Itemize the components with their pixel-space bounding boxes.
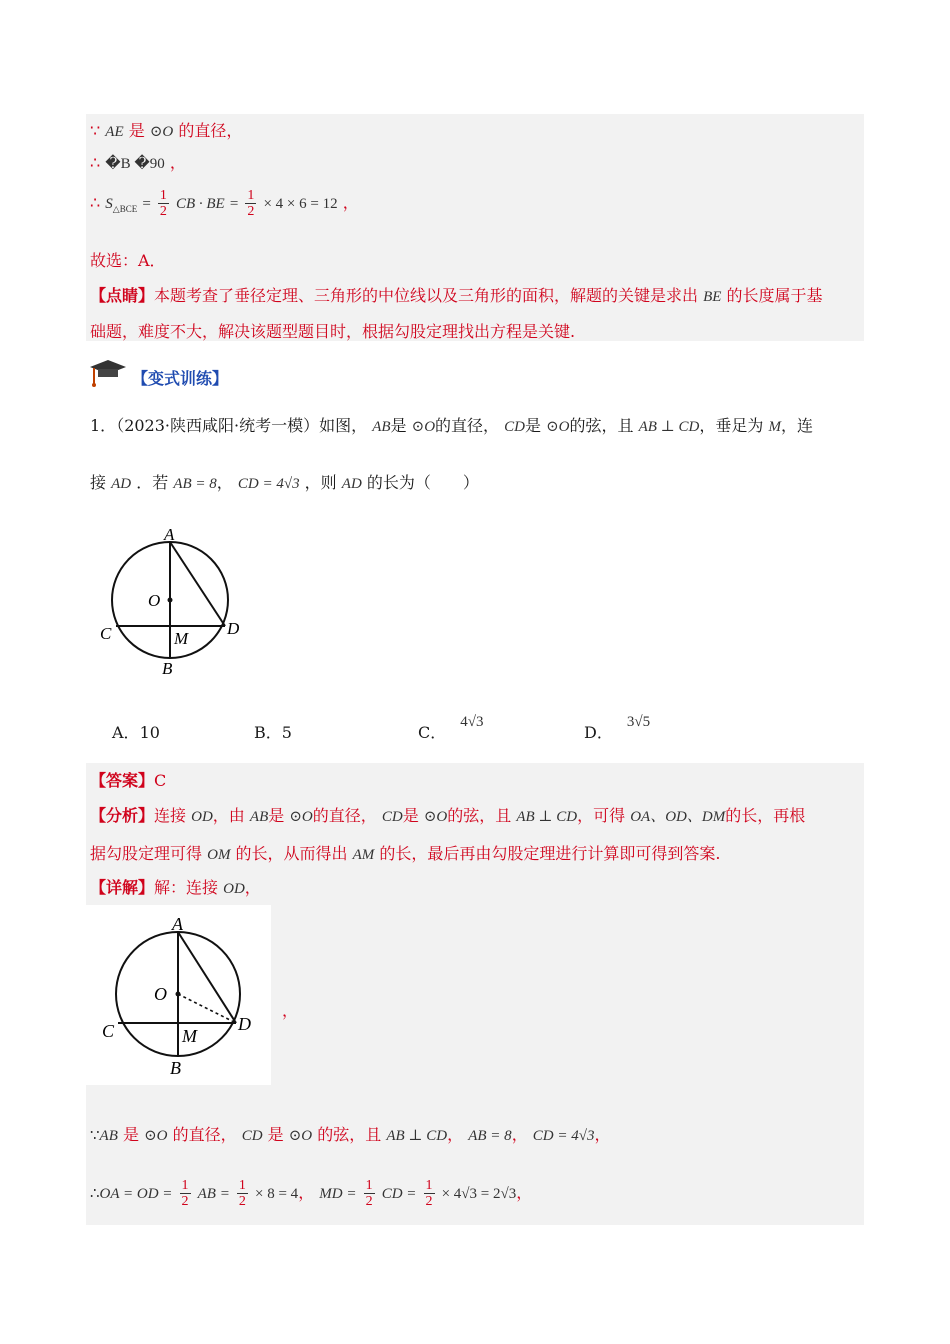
- section-title: 【变式训练】: [132, 369, 229, 388]
- analysis-line-1: 【分析】连接 OD，由 AB是 ⊙O的直径， CD是 ⊙O的弦，且 AB ⊥ CD，可得 OA、OD、DM的长，再根: [90, 806, 806, 825]
- option-d[interactable]: D．3√5: [584, 714, 651, 742]
- circle-figure-with-od: [96, 912, 266, 1080]
- fraction-half: $\frac{1}{2}$: [365, 1178, 373, 1209]
- graduation-cap-icon: [88, 358, 128, 388]
- label-O: O: [154, 984, 167, 1004]
- label-M: M: [174, 629, 189, 648]
- solution-line-3: ∴ $S_{\triangle BCE}$ = $\frac{1}{2}$ CB · BE = $\frac{1}{2}$ × 4 × 6 = 12 ，: [90, 188, 359, 219]
- label-B: B: [162, 659, 173, 678]
- dianjing-line-2: 础题，难度不大，解决该题型题目时，根据勾股定理找出方程是关键.: [90, 322, 576, 341]
- detail-line: 【详解】解：连接 OD，: [90, 878, 261, 897]
- option-b[interactable]: B．5: [254, 723, 292, 742]
- label-A: A: [164, 525, 175, 544]
- label-B: B: [170, 1058, 181, 1078]
- fraction-half: $\frac{1}{2}$: [425, 1178, 433, 1209]
- question-line-1: 1．（2023·陕西咸阳·统考一模）如图， AB是 ⊙O的直径， CD是 ⊙O的弦，且 AB ⊥ CD，垂足为 M，连: [90, 416, 814, 435]
- question-line-2: 接 AD ．若 AB = 8， CD = 4√3 ，则 AD 的长为（ ）: [90, 473, 479, 492]
- dianjing-line-1: 【点睛】本题考查了垂径定理、三角形的中位线以及三角形的面积，解题的关键是求出 BE 的长度属于基: [90, 286, 823, 305]
- label-D: D: [227, 619, 240, 638]
- fraction-half: $\frac{1}{2}$: [247, 188, 255, 219]
- option-a[interactable]: A．10: [112, 723, 160, 742]
- solution-line-1: ∵ AE 是 ⊙O 的直径，: [90, 121, 243, 140]
- figure-comma: ，: [282, 1001, 299, 1020]
- label-C: C: [102, 1021, 115, 1041]
- analysis-line-2: 据勾股定理可得 OM 的长，从而得出 AM 的长，最后再由勾股定理进行计算即可得到答案.: [90, 844, 721, 863]
- option-c[interactable]: C．4√3: [418, 714, 484, 742]
- choice-line: 故选：A．: [90, 251, 166, 270]
- label-M: M: [182, 1026, 197, 1046]
- fraction-half: $\frac{1}{2}$: [238, 1178, 246, 1209]
- fraction-half: $\frac{1}{2}$: [181, 1178, 189, 1209]
- label-O: O: [148, 591, 161, 610]
- label-C: C: [100, 624, 112, 643]
- detail-line-a: ∵AB 是 ⊙O 的直径， CD 是 ⊙O 的弦，且 AB ⊥ CD， AB = 8， CD = 4√3，: [90, 1125, 611, 1144]
- fraction-half: $\frac{1}{2}$: [159, 188, 167, 219]
- solution-line-2: ∴ �B �90 ，: [90, 153, 186, 172]
- label-A: A: [172, 914, 183, 934]
- solution-panel-top: [86, 114, 864, 341]
- answer-line: 【答案】C: [90, 771, 167, 790]
- detail-line-b: ∴OA = OD = $\frac{1}{2}$ AB = $\frac{1}{2}$ × 8 = 4， MD = $\frac{1}{2}$ CD = $\frac{1}{2}$ × 4√3 = 2√3，: [90, 1178, 533, 1209]
- label-D: D: [238, 1014, 251, 1034]
- circle-figure: [96, 522, 256, 682]
